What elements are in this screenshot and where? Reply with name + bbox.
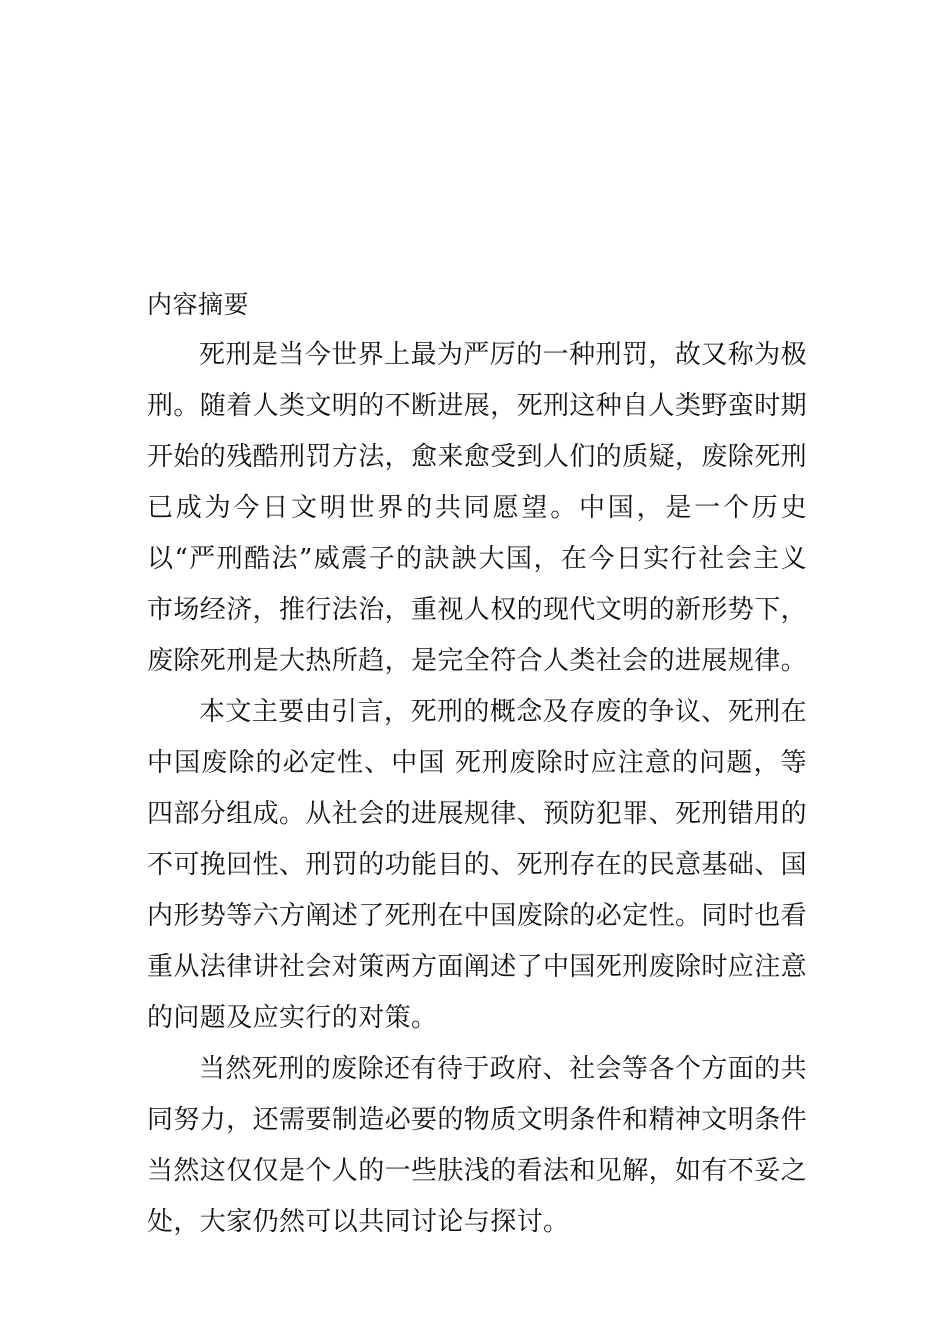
document-page	[147, 280, 807, 1248]
paragraph-2: 本文主要由引言，死刑的概念及存废的争议、死刑在中国废除的必定性、中国 死刑废除时应注意的问题，等四部分组成。从社会的进展规律、预防犯罪、死刑错用的不可挽回性、刑罚的功能目的、死刑存在的民意基础、国内形势等六方阐述了死刑在中国废除的必定性。同时也看重从法律讲社会对策两方面阐述了中国死刑废除时应注意的问题及应实行的对策。	[147, 697, 808, 1033]
paragraph-3: 当然死刑的废除还有待于政府、社会等各个方面的共同努力，还需要制造必要的物质文明条件和精神文明条件当然这仅仅是个人的一些肤浅的看法和见解，如有不妥之处，大家仍然可以共同讨论与探讨。	[147, 1054, 808, 1237]
abstract-heading: 内容摘要	[147, 290, 250, 319]
paragraph-1: 死刑是当今世界上最为严厉的一种刑罚，故又称为极刑。随着人类文明的不断进展，死刑这种自人类野蛮时期开始的残酷刑罚方法，愈来愈受到人们的质疑，废除死刑已成为今日文明世界的共同愿望。中国，是一个历史以“严刑酷法”威震子的訣詇大国，在今日实行社会主义市场经济，推行法治，重视人权的现代文明的新形势下，废除死刑是大热所趋，是完全符合人类社会的进展规律。	[147, 340, 808, 676]
